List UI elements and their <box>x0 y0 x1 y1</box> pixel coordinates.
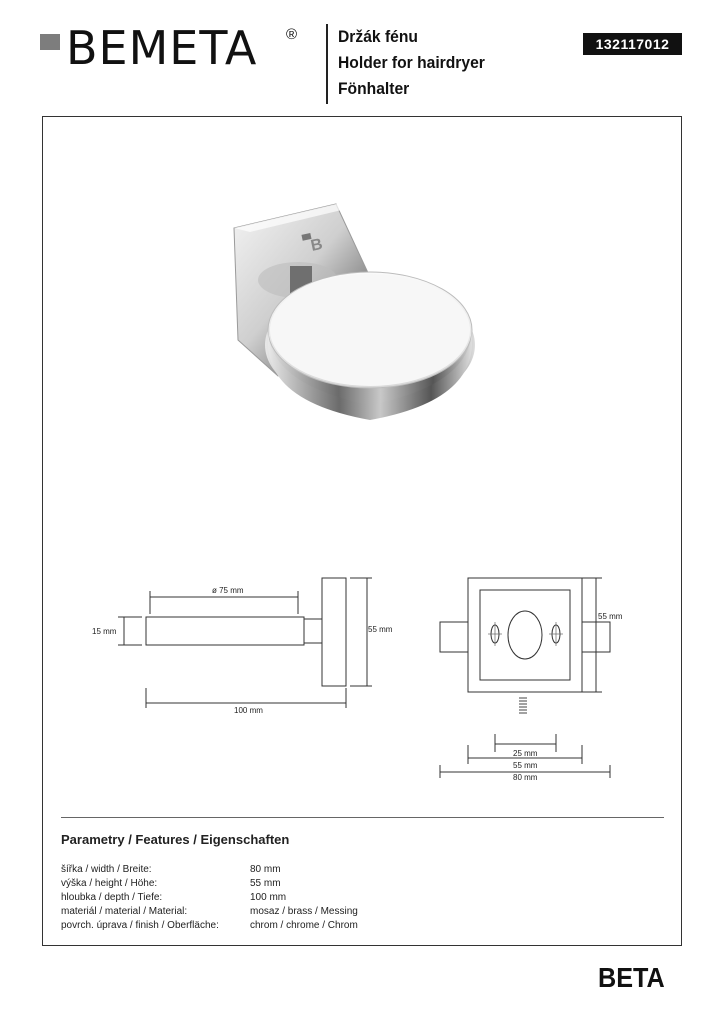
product-titles <box>326 24 498 104</box>
dim-hole-spacing: 25 mm <box>513 749 538 758</box>
product-code: 132117012 <box>583 33 682 55</box>
features-divider <box>61 817 664 818</box>
screw-icon <box>519 698 527 713</box>
feature-label: povrch. úprava / finish / Oberfläche: <box>61 920 219 931</box>
feature-label: hloubka / depth / Tiefe: <box>61 892 163 903</box>
dim-depth: 100 mm <box>234 706 263 715</box>
product-photo <box>220 180 520 440</box>
feature-value: chrom / chrome / Chrom <box>250 920 358 931</box>
title-cz: Držák fénu <box>338 27 418 46</box>
feature-value: 80 mm <box>250 864 281 875</box>
center-ellipse <box>508 611 542 659</box>
holder-arm-outline <box>146 617 304 645</box>
side-view-drawing <box>80 570 400 720</box>
arm-joint-outline <box>304 619 322 643</box>
dim-diameter: ø 75 mm <box>212 586 244 595</box>
wall-plate-front-outline <box>468 578 582 692</box>
left-arm-stub <box>440 622 468 652</box>
dim-total-width: 80 mm <box>513 773 538 782</box>
front-view-drawing <box>430 570 650 790</box>
dim-thickness: 15 mm <box>92 627 117 636</box>
logo-square-mark <box>40 34 60 50</box>
wall-plate-side-outline <box>322 578 346 686</box>
features-title: Parametry / Features / Eigenschaften <box>61 832 290 847</box>
feature-value: 55 mm <box>250 878 281 889</box>
series-name: BETA <box>598 962 665 993</box>
feature-value: mosaz / brass / Messing <box>250 906 358 917</box>
dim-height-front: 55 mm <box>598 612 623 621</box>
registered-mark: ® <box>286 26 298 43</box>
title-en: Holder for hairdryer <box>338 53 485 72</box>
feature-label: výška / height / Höhe: <box>61 878 158 889</box>
title-de: Fönhalter <box>338 79 410 98</box>
svg-text:B: B <box>309 235 325 255</box>
dim-height-side: 55 mm <box>368 625 393 634</box>
feature-label: šířka / width / Breite: <box>61 864 152 875</box>
brand-logo <box>40 21 310 75</box>
dim-plate-width: 55 mm <box>513 761 538 770</box>
inner-plate-outline <box>480 590 570 680</box>
feature-value: 100 mm <box>250 892 287 903</box>
logo-text: BEMETA <box>66 21 258 75</box>
feature-label: materiál / material / Material: <box>61 906 188 917</box>
